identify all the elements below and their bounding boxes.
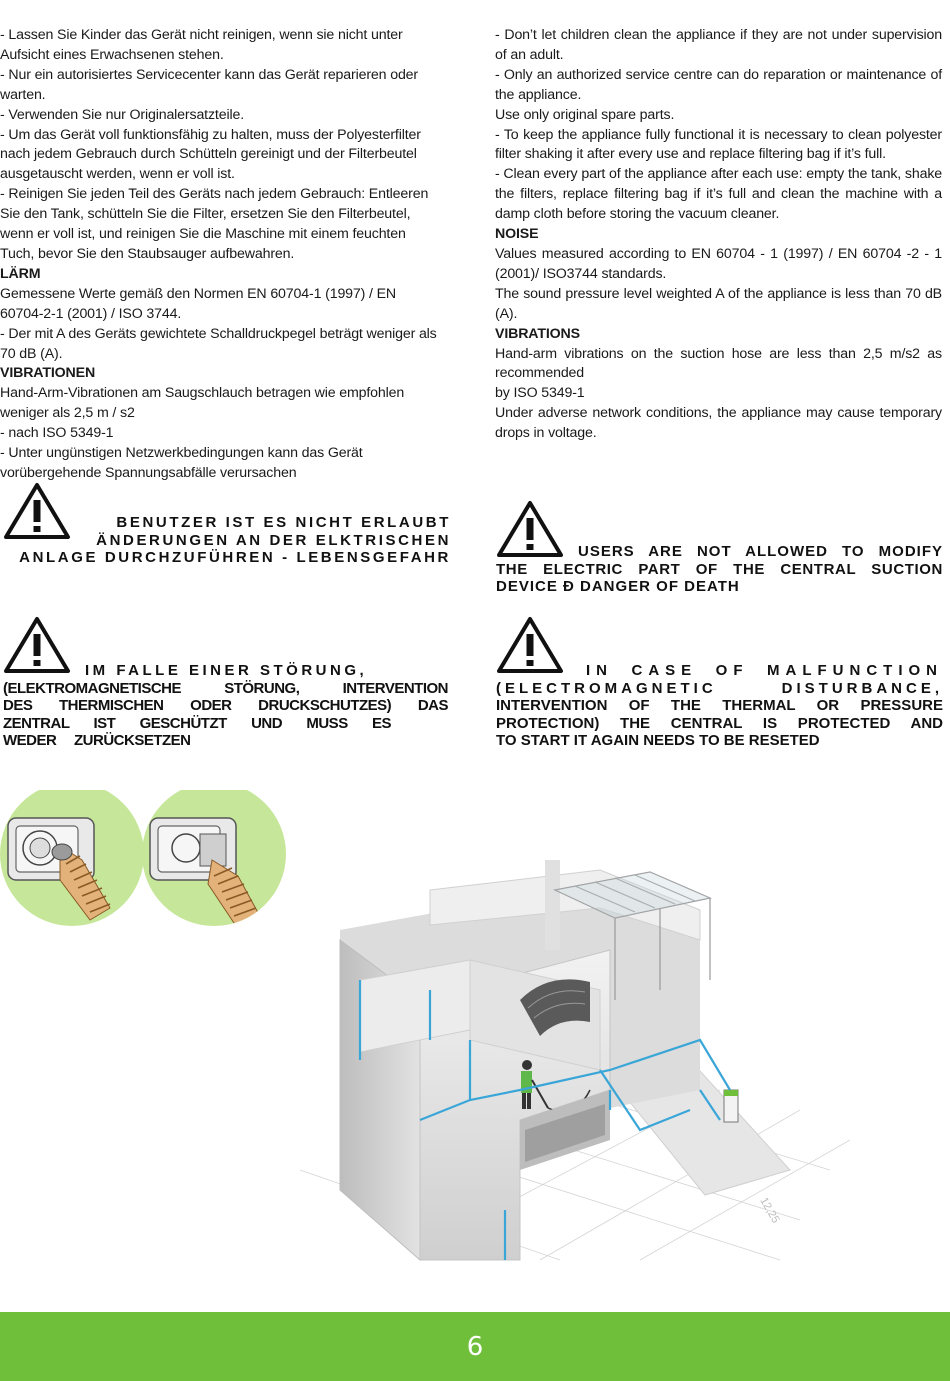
- english-vibration-line-1: Hand-arm vibrations on the suction hose are less than 2,5 m/s2 as recommended: [495, 345, 942, 382]
- english-warning-electric: [496, 500, 943, 600]
- german-warning-electric: [3, 482, 451, 572]
- german-item-2: - Nur ein autorisiertes Servicecenter kann das Gerät reparieren oder warten.: [0, 66, 418, 103]
- english-item-2: - Only an authorized service centre can do reparation or maintenance of the appliance.: [495, 66, 942, 103]
- german-noise-line-1: Gemessene Werte gemäß den Normen EN 60704-1 (1997) / EN 60704-2-1 (2001) / ISO 3744.: [0, 285, 397, 322]
- german-noise-heading: LÄRM: [0, 265, 41, 282]
- english-column: [495, 26, 942, 444]
- english-vibration-line-3: Under adverse network conditions, the appliance may cause temporary drops in voltage.: [495, 405, 942, 442]
- english-text: [495, 26, 942, 444]
- german-vibration-line-2: - nach ISO 5349-1: [0, 425, 114, 442]
- socket-hose-illustration-2: [142, 790, 286, 932]
- english-noise-line-2: The sound pressure level weighted A of the appliance is less than 70 dB (A).: [495, 285, 942, 322]
- german-warning2-line-5: WEDER ZURÜCKSETZEN: [3, 732, 191, 749]
- german-text: [0, 26, 442, 484]
- english-warning2-line-2: (ELECTROMAGNETIC DISTURBANCE,: [496, 679, 943, 697]
- german-warning1-line-3: ANLAGE DURCHZUFÜHREN - LEBENSGEFAHR: [19, 549, 451, 566]
- socket-hose-illustration-1: [0, 790, 144, 926]
- german-vibration-line-1: Hand-Arm-Vibrationen am Saugschlauch betragen wie empfohlen weniger als 2,5 m / s2: [0, 385, 405, 422]
- english-warning1-line-1: USERS ARE NOT ALLOWED TO MODIFY: [578, 543, 943, 560]
- english-warning-malfunction: [496, 616, 943, 756]
- german-item-5: - Reinigen Sie jeden Teil des Geräts nach jedem Gebrauch: Entleeren Sie den Tank, schütteln Sie die Filter, ersetzen Sie den Filterbeutel, wenn er voll ist, und reinigen Sie die Maschine mit einem feuchten Tuch, bevor Sie den Staubsauger aufbewahren.: [0, 186, 429, 262]
- english-item-5: - Clean every part of the appliance after each use: empty the tank, shake the filters, replace filtering bag if it’s full and clean the machine with a damp cloth before storing the vacuum cleaner.: [495, 166, 942, 223]
- english-item-1: - Don’t let children clean the appliance if they are not under supervision of an adult.: [495, 27, 942, 63]
- english-warning2-line-1: IN CASE OF MALFUNCTION: [586, 662, 943, 679]
- german-warning-malfunction: [3, 616, 448, 756]
- page-number: 6: [466, 1331, 484, 1362]
- english-warning2-line-5: TO START IT AGAIN NEEDS TO BE RESETED: [496, 732, 820, 749]
- english-warning1-line-2: THE ELECTRIC PART OF THE CENTRAL SUCTION: [496, 560, 943, 578]
- english-warning1-line-3: DEVICE Đ DANGER OF DEATH: [496, 578, 740, 595]
- english-vibration-line-2: by ISO 5349-1: [495, 385, 585, 402]
- illustrations: [0, 790, 950, 1310]
- german-vibration-line-3: - Unter ungünstigen Netzwerkbedingungen kann das Gerät vorübergehende Spannungsabfälle verursachen: [0, 445, 363, 481]
- german-warning2-line-1: IM FALLE EINER STÖRUNG,: [85, 662, 368, 679]
- german-item-4: - Um das Gerät voll funktionsfähig zu halten, muss der Polyesterfilter nach jedem Gebrauch durch Schütteln gereinigt und der Filterbeutel ausgetauscht werden, wenn er voll ist.: [0, 126, 421, 183]
- english-warning2-line-4: PROTECTION) THE CENTRAL IS PROTECTED AND: [496, 714, 943, 732]
- german-item-1: - Lassen Sie Kinder das Gerät nicht reinigen, wenn sie nicht unter Aufsicht eines Erwachsenen stehen.: [0, 27, 403, 63]
- german-warning2-line-4: ZENTRAL IST GESCHÜTZT UND MUSS ES: [3, 714, 391, 732]
- english-noise-line-1: Values measured according to EN 60704 - 1 (1997) / EN 60704 -2 - 1 (2001)/ ISO3744 standards.: [495, 245, 942, 282]
- german-noise-line-2: - Der mit A des Geräts gewichtete Schalldruckpegel beträgt weniger als 70 dB (A).: [0, 325, 437, 362]
- german-warning2-line-3: DES THERMISCHEN ODER DRUCKSCHUTZES) DAS: [3, 697, 448, 714]
- german-column: [0, 26, 442, 484]
- english-noise-heading: NOISE: [495, 226, 539, 243]
- german-warning2-line-2: (ELEKTROMAGNETISCHE STÖRUNG, INTERVENTION: [3, 679, 448, 697]
- english-vibration-heading: VIBRATIONS: [495, 325, 580, 342]
- german-item-3: - Verwenden Sie nur Originalersatzteile.: [0, 106, 244, 123]
- german-warning1-line-2: ÄNDERUNGEN AN DER ELKTRISCHEN: [96, 531, 451, 549]
- blueprint-label: 12,25: [757, 1195, 782, 1226]
- english-item-3: Use only original spare parts.: [495, 106, 675, 123]
- german-vibration-heading: VIBRATIONEN: [0, 365, 96, 382]
- house-vacuum-system-illustration: [300, 860, 850, 1260]
- page-footer: [0, 1312, 950, 1381]
- english-warning2-line-3: INTERVENTION OF THE THERMAL OR PRESSURE: [496, 697, 943, 714]
- english-item-4: - To keep the appliance fully functional it is necessary to clean polyester filter shaking it after every use and replace filtering bag if it’s full.: [495, 126, 942, 163]
- german-warning1-line-1: BENUTZER IST ES NICHT ERLAUBT: [116, 514, 451, 531]
